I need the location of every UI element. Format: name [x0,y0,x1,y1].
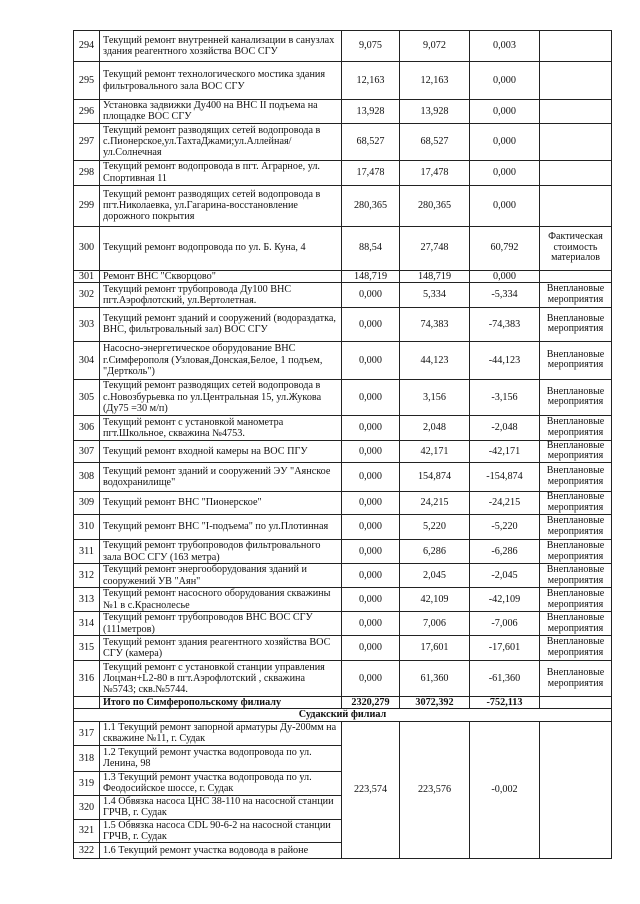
row-number: 311 [74,540,100,564]
actual-amount: 13,928 [400,100,470,124]
actual-amount: 3,156 [400,379,470,415]
table-row [74,62,612,100]
planned-amount: 0,000 [342,282,400,307]
work-description: 1.4 Обвязка насоса ЦНС 38-110 на насосной станции ГРЧВ, г. Судак [100,795,342,819]
work-description: Текущий ремонт трубопроводов фильтровального зала ВОС СГУ (163 метра) [100,540,342,564]
actual-amount: 42,171 [400,440,470,462]
branch-planned-amount: 223,574 [342,721,400,859]
actual-amount: 280,365 [400,185,470,226]
note [540,185,612,226]
work-description: Текущий ремонт разводящих сетей водопровода в с.Пионерское,ул.ТахтаДжами;ул.Аллейная/ул.Солнечная [100,123,342,160]
table-row [74,540,612,564]
row-number: 306 [74,415,100,440]
repair-works-table [73,30,612,859]
work-description: 1.1 Текущий ремонт запорной арматуры Ду-200мм на скважине №11, г. Судак [100,721,342,745]
total-note-cell [540,697,612,709]
table-row [74,564,612,588]
note [540,270,612,282]
note: Внеплановые мероприятия [540,415,612,440]
row-number: 322 [74,843,100,859]
table-row [74,282,612,307]
actual-amount: 2,045 [400,564,470,588]
table-row [74,379,612,415]
actual-amount: 5,220 [400,515,470,540]
work-description: Текущий ремонт ВНС "I-подъема" по ул.Плотинная [100,515,342,540]
row-number: 304 [74,341,100,379]
planned-amount: 0,000 [342,341,400,379]
planned-amount: 0,000 [342,415,400,440]
row-number: 305 [74,379,100,415]
work-description: Текущий ремонт водопровода по ул. Б. Куна, 4 [100,226,342,270]
deviation-amount: -61,360 [470,661,540,697]
planned-amount: 12,163 [342,62,400,100]
table-row [74,31,612,62]
work-description: Текущий ремонт ВНС "Пионерское" [100,492,342,515]
row-number: 318 [74,745,100,771]
deviation-amount: -3,156 [470,379,540,415]
planned-amount: 280,365 [342,185,400,226]
row-number: 303 [74,307,100,341]
planned-amount: 0,000 [342,463,400,492]
planned-amount: 88,54 [342,226,400,270]
planned-amount: 0,000 [342,307,400,341]
deviation-amount: -5,220 [470,515,540,540]
note [540,100,612,124]
actual-amount: 24,215 [400,492,470,515]
note: Внеплановые мероприятия [540,282,612,307]
row-number: 319 [74,771,100,795]
actual-amount: 7,006 [400,612,470,636]
planned-amount: 0,000 [342,588,400,612]
work-description: Текущий ремонт разводящих сетей водопровода в пгт.Николаевка, ул.Гагарина-восстановление дорожного покрытия [100,185,342,226]
planned-amount: 0,000 [342,636,400,661]
actual-amount: 12,163 [400,62,470,100]
branch-deviation-amount: -0,002 [470,721,540,859]
deviation-amount: 0,003 [470,31,540,62]
deviation-amount: 0,000 [470,123,540,160]
row-number: 297 [74,123,100,160]
row-number: 317 [74,721,100,745]
table-row [74,636,612,661]
deviation-amount: -42,171 [470,440,540,462]
note: Внеплановые мероприятия [540,379,612,415]
actual-amount: 2,048 [400,415,470,440]
row-number: 294 [74,31,100,62]
deviation-amount: -154,874 [470,463,540,492]
work-description: Текущий ремонт разводящих сетей водопровода в с.Новозбурьевка по ул.Центральная 15, ул.Жукова (Ду75 =30 м/п) [100,379,342,415]
row-number: 310 [74,515,100,540]
table-row [74,440,612,462]
table-row [74,463,612,492]
actual-amount: 42,109 [400,588,470,612]
deviation-amount: 0,000 [470,185,540,226]
row-number: 321 [74,819,100,843]
planned-amount: 0,000 [342,440,400,462]
row-number: 315 [74,636,100,661]
table-row [74,226,612,270]
row-number: 300 [74,226,100,270]
row-number: 295 [74,62,100,100]
planned-amount: 0,000 [342,612,400,636]
note: Внеплановые мероприятия [540,515,612,540]
row-number: 302 [74,282,100,307]
row-number: 301 [74,270,100,282]
note: Внеплановые мероприятия [540,588,612,612]
work-description: Установка задвижки Ду400 на ВНС II подъема на площадке ВОС СГУ [100,100,342,124]
actual-amount: 154,874 [400,463,470,492]
work-description: 1.5 Обвязка насоса CDL 90-6-2 на насосной станции ГРЧВ, г. Судак [100,819,342,843]
branch-note-cell [540,721,612,859]
actual-amount: 9,072 [400,31,470,62]
section-title: Судакский филиал [74,709,612,721]
note: Внеплановые мероприятия [540,540,612,564]
work-description: Текущий ремонт зданий и сооружений (водораздатка, ВНС, фильтровальный зал) ВОС СГУ [100,307,342,341]
planned-amount: 0,000 [342,540,400,564]
work-description: Текущий ремонт внутренней канализации в санузлах здания реагентного хозяйства ВОС СГУ [100,31,342,62]
actual-amount: 68,527 [400,123,470,160]
section-header-row [74,709,612,721]
row-number: 308 [74,463,100,492]
deviation-amount: -6,286 [470,540,540,564]
work-description: Насосно-энергетическое оборудование ВНС г.Симферополя (Узловая,Донская,Белое, 1 подъем, "Дертколь") [100,341,342,379]
row-number: 313 [74,588,100,612]
total-row [74,697,612,709]
deviation-amount: -44,123 [470,341,540,379]
work-description: Текущий ремонт трубопровода Ду100 ВНС пгт.Аэрофлотский, ул.Вертолетная. [100,282,342,307]
planned-amount: 9,075 [342,31,400,62]
table-row [74,185,612,226]
note: Внеплановые мероприятия [540,564,612,588]
actual-amount: 17,601 [400,636,470,661]
table-row [74,612,612,636]
note: Фактическая стоимость материалов [540,226,612,270]
planned-amount: 0,000 [342,564,400,588]
work-description: Текущий ремонт насосного оборудования скважины №1 в с.Краснолесье [100,588,342,612]
work-description: Ремонт ВНС "Скворцово" [100,270,342,282]
note [540,160,612,185]
note: Внеплановые мероприятия [540,661,612,697]
planned-amount: 0,000 [342,492,400,515]
table-row [74,307,612,341]
table-row [74,160,612,185]
row-number: 309 [74,492,100,515]
work-description: 1.2 Текущий ремонт участка водопровода по ул. Ленина, 98 [100,745,342,771]
deviation-amount: 0,000 [470,100,540,124]
total-planned: 2320,279 [342,697,400,709]
planned-amount: 0,000 [342,515,400,540]
planned-amount: 148,719 [342,270,400,282]
actual-amount: 6,286 [400,540,470,564]
table-row [74,588,612,612]
row-number: 314 [74,612,100,636]
actual-amount: 5,334 [400,282,470,307]
actual-amount: 148,719 [400,270,470,282]
row-number: 320 [74,795,100,819]
deviation-amount: -2,048 [470,415,540,440]
work-description: 1.3 Текущий ремонт участка водопровода по ул. Феодосийское шоссе, г. Судак [100,771,342,795]
work-description: Текущий ремонт с установкой манометра пгт.Школьное, скважина №4753. [100,415,342,440]
deviation-amount: 0,000 [470,160,540,185]
actual-amount: 74,383 [400,307,470,341]
table-row [74,721,612,745]
table-row [74,415,612,440]
total-deviation: -752,113 [470,697,540,709]
work-description: Текущий ремонт входной камеры на ВОС ПГУ [100,440,342,462]
work-description: Текущий ремонт здания реагентного хозяйства ВОС СГУ (камера) [100,636,342,661]
note: Внеплановые мероприятия [540,463,612,492]
deviation-amount: -2,045 [470,564,540,588]
actual-amount: 44,123 [400,341,470,379]
planned-amount: 13,928 [342,100,400,124]
total-label: Итого по Симферопольскому филиалу [100,697,342,709]
work-description: Текущий ремонт трубопроводов ВНС ВОС СГУ (111метров) [100,612,342,636]
row-number: 296 [74,100,100,124]
row-number: 299 [74,185,100,226]
note: Внеплановые мероприятия [540,492,612,515]
deviation-amount: -74,383 [470,307,540,341]
note [540,123,612,160]
deviation-amount: -17,601 [470,636,540,661]
actual-amount: 27,748 [400,226,470,270]
work-description: 1.6 Текущий ремонт участка водовода в районе [100,843,342,859]
branch-actual-amount: 223,576 [400,721,470,859]
work-description: Текущий ремонт технологического мостика здания фильтровального зала ВОС СГУ [100,62,342,100]
work-description: Текущий ремонт с установкой станции управления Лоцман+L2-80 в пгт.Аэрофлотский , скважина №5743; скв.№5744. [100,661,342,697]
row-number: 312 [74,564,100,588]
actual-amount: 61,360 [400,661,470,697]
actual-amount: 17,478 [400,160,470,185]
note [540,62,612,100]
row-number: 307 [74,440,100,462]
work-description: Текущий ремонт зданий и сооружений ЭУ "Аянское водохранилище" [100,463,342,492]
deviation-amount: -42,109 [470,588,540,612]
table-row [74,515,612,540]
deviation-amount: 60,792 [470,226,540,270]
total-actual: 3072,392 [400,697,470,709]
row-number: 316 [74,661,100,697]
note: Внеплановые мероприятия [540,636,612,661]
deviation-amount: -24,215 [470,492,540,515]
table-row [74,661,612,697]
deviation-amount: 0,000 [470,270,540,282]
note: Внеплановые мероприятия [540,612,612,636]
work-description: Текущий ремонт энергооборудования зданий и сооружений УВ "Аян" [100,564,342,588]
planned-amount: 0,000 [342,379,400,415]
row-number: 298 [74,160,100,185]
planned-amount: 17,478 [342,160,400,185]
planned-amount: 68,527 [342,123,400,160]
deviation-amount: -5,334 [470,282,540,307]
note: Внеплановые мероприятия [540,341,612,379]
table-row [74,100,612,124]
table-row [74,123,612,160]
table-row [74,270,612,282]
deviation-amount: 0,000 [470,62,540,100]
deviation-amount: -7,006 [470,612,540,636]
note: Внеплановые мероприятия [540,307,612,341]
planned-amount: 0,000 [342,661,400,697]
table-row [74,341,612,379]
work-description: Текущий ремонт водопровода в пгт. Аграрное, ул. Спортивная 11 [100,160,342,185]
note: Внеплановые мероприятия [540,440,612,462]
table-row [74,492,612,515]
total-number-cell [74,697,100,709]
note [540,31,612,62]
